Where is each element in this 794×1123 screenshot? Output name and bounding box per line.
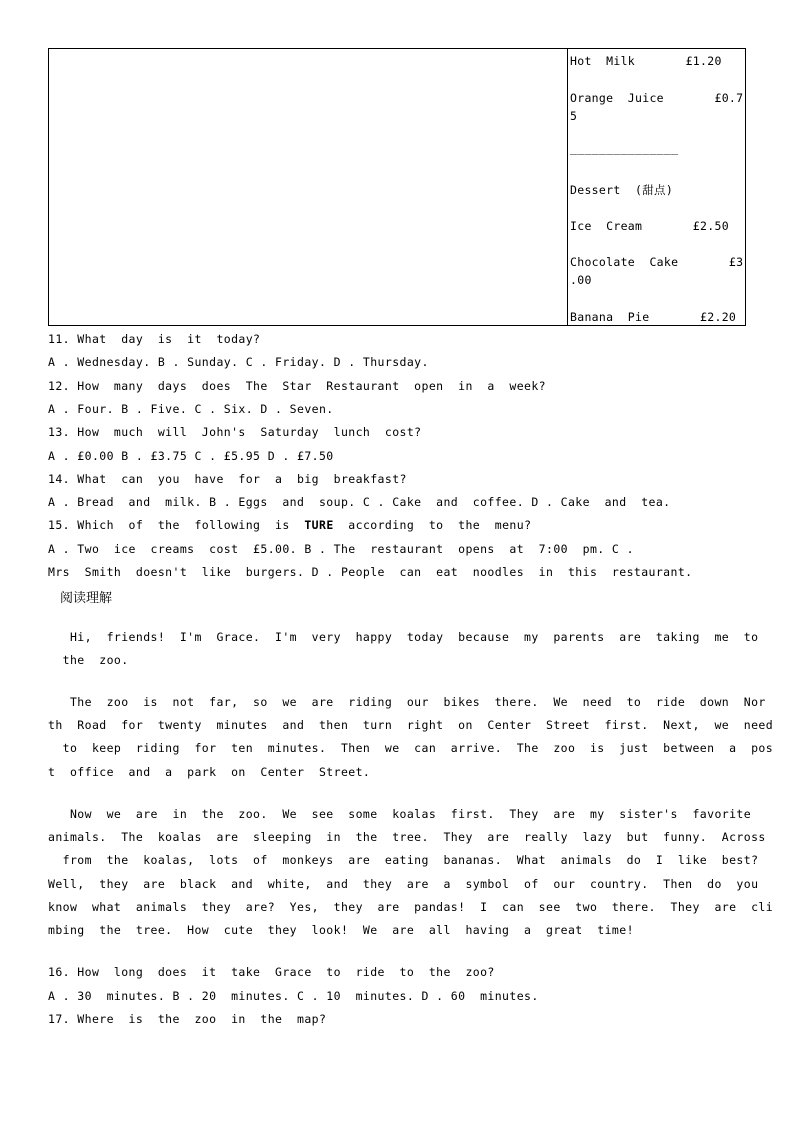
menu-item-ice-cream: Ice Cream £2.50 (570, 219, 729, 233)
menu-item-banana-pie: Banana Pie £2.20 (570, 310, 737, 324)
options-13: A . £0.00 B . £3.75 C . £5.95 D . £7.50 (48, 449, 334, 463)
question-17: 17. Where is the zoo in the map? (48, 1012, 327, 1026)
question-14: 14. What can you have for a big breakfast? (48, 472, 407, 486)
passage-line: to keep riding for ten minutes. Then we can arrive. The zoo is just between a pos (48, 741, 774, 756)
options-15-line2: Mrs Smith doesn't like burgers. D . People can eat noodles in this restaurant. (48, 565, 693, 579)
passage-line: animals. The koalas are sleeping in the tree. They are really lazy but funny. Across (48, 830, 766, 845)
passage-line: Now we are in the zoo. We see some koalas first. They are my sister's favorite (48, 807, 752, 821)
section-title: 阅读理解 (60, 591, 113, 606)
question-13: 13. How much will John's Saturday lunch cost? (48, 425, 422, 439)
passage-line: the zoo. (48, 653, 129, 668)
options-12: A . Four. B . Five. C . Six. D . Seven. (48, 402, 334, 416)
passage-line: Hi, friends! I'm Grace. I'm very happy today because my parents are taking me to (48, 630, 759, 644)
passage-line: th Road for twenty minutes and then turn right on Center Street first. Next, we need (48, 718, 774, 733)
question-11: 11. What day is it today? (48, 332, 261, 346)
question-15-part2: according to the menu? (348, 518, 532, 532)
options-15-line1: A . Two ice creams cost £5.00. B . The restaurant opens at 7:00 pm. C . (48, 542, 634, 556)
menu-item-orange-juice-cont: 5 (570, 109, 578, 123)
menu-table (48, 48, 746, 326)
question-16: 16. How long does it take Grace to ride to the zoo? (48, 965, 495, 979)
passage-line: mbing the tree. How cute they look! We are all having a great time! (48, 922, 634, 937)
menu-item-chocolate-cake: Chocolate Cake £3 (570, 255, 744, 269)
passage-line: know what animals they are? Yes, they are pandas! I can see two there. They are cli (48, 899, 774, 914)
menu-item-chocolate-cake-cont: .00 (570, 273, 592, 287)
menu-item-hot-milk: Hot Milk £1.20 (570, 54, 722, 68)
passage-line: from the koalas, lots of monkeys are eating bananas. What animals do I like best? (48, 853, 759, 868)
passage-line: Well, they are black and white, and they are a symbol of our country. Then do you (48, 876, 759, 891)
passage-paragraph-3 (48, 803, 774, 942)
options-16: A . 30 minutes. B . 20 minutes. C . 10 minutes. D . 60 minutes. (48, 989, 539, 1003)
question-15 (48, 518, 531, 532)
question-12: 12. How many days does The Star Restaurant open in a week? (48, 379, 547, 393)
menu-divider: _______________ (570, 141, 679, 155)
menu-heading-dessert: Dessert (甜点) (570, 183, 674, 197)
passage-paragraph-1 (48, 626, 759, 672)
question-15-part1: 15. Which of the following is (48, 518, 290, 532)
options-11: A . Wednesday. B . Sunday. C . Friday. D . Thursday. (48, 355, 429, 369)
options-14: A . Bread and milk. B . Eggs and soup. C . Cake and coffee. D . Cake and tea. (48, 495, 671, 509)
passage-line: t office and a park on Center Street. (48, 764, 371, 779)
menu-column (567, 49, 745, 325)
question-15-emphasis: TURE (304, 518, 334, 532)
menu-item-orange-juice: Orange Juice £0.7 (570, 91, 744, 105)
passage-line: The zoo is not far, so we are riding our bikes there. We need to ride down Nor (48, 695, 766, 709)
passage-paragraph-2 (48, 691, 774, 784)
